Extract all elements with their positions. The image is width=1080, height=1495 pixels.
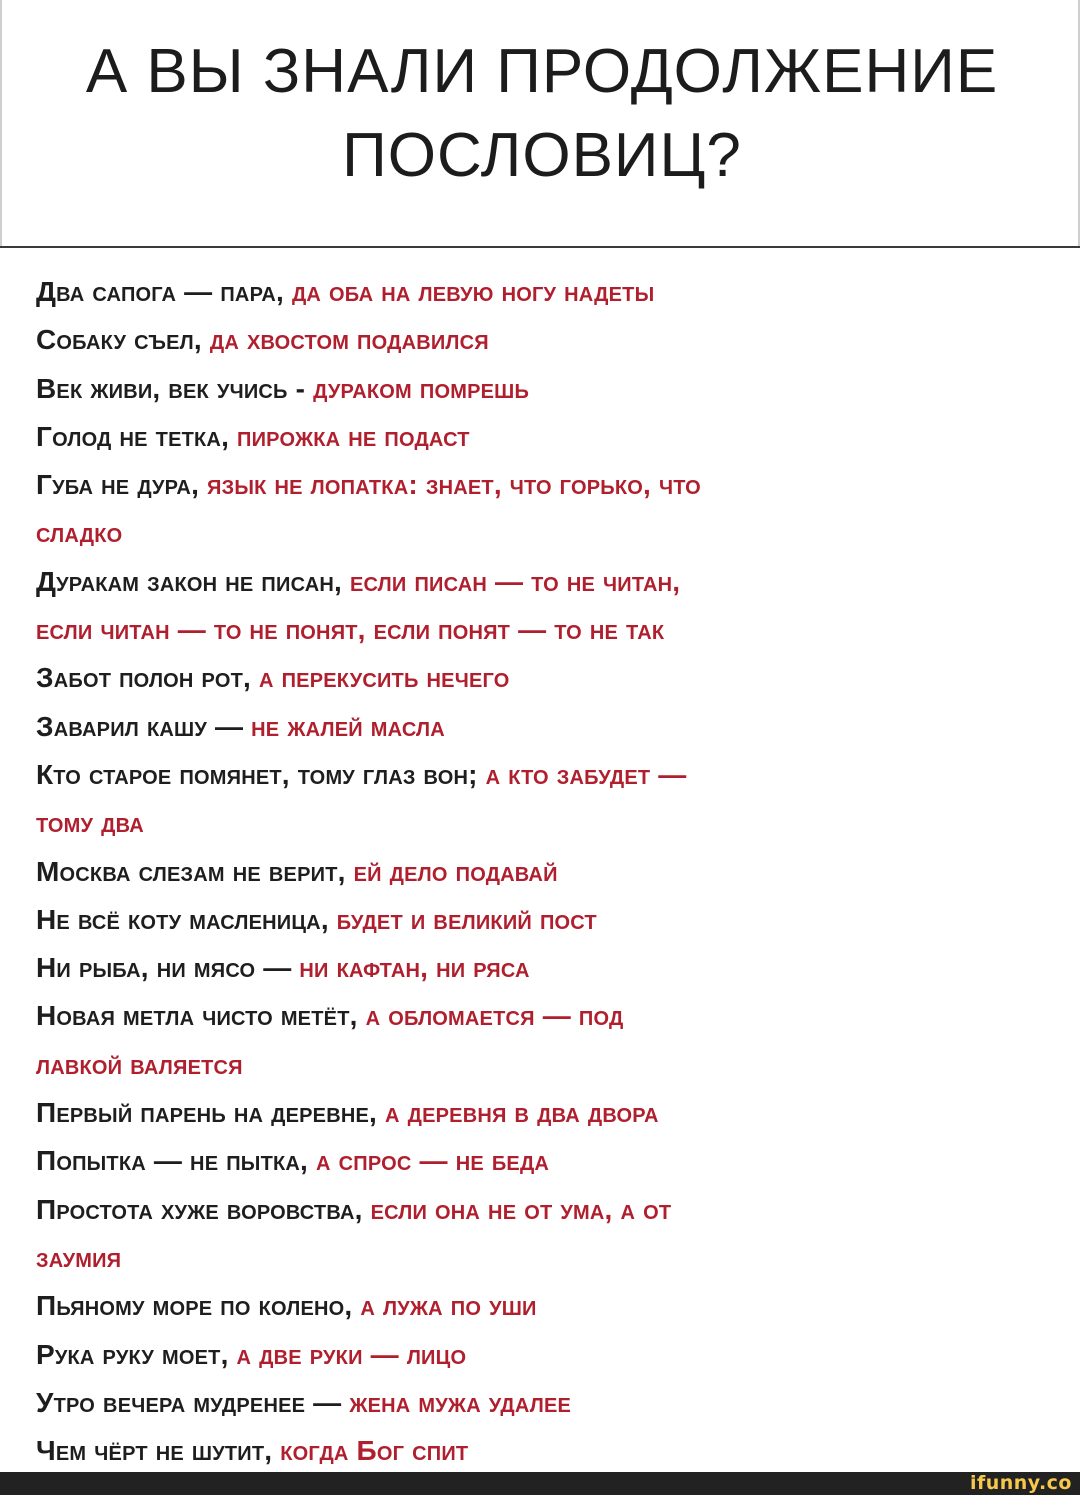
ifunny-watermark: ifunny.co bbox=[969, 1472, 1072, 1494]
proverb-beginning: Москва слезам не верит, bbox=[36, 855, 354, 887]
proverb-beginning: Простота хуже воровства, bbox=[36, 1193, 371, 1225]
proverb-line bbox=[36, 1282, 1046, 1330]
proverb-continuation: если писан — то не читан, bbox=[349, 565, 681, 597]
proverb-line bbox=[36, 896, 1046, 944]
proverb-beginning: Новая метла чисто метёт, bbox=[36, 1000, 366, 1032]
proverb-line bbox=[36, 1234, 1046, 1282]
proverb-beginning: Век живи, век учись - bbox=[36, 372, 314, 404]
proverb-line bbox=[36, 1089, 1046, 1137]
proverb-line bbox=[36, 1427, 1046, 1475]
proverb-beginning: Губа не дура, bbox=[36, 469, 208, 501]
proverb-continuation: а перекусить нечего bbox=[258, 662, 510, 694]
proverb-beginning: Голод не тетка, bbox=[36, 420, 238, 452]
proverb-beginning: Рука руку моет, bbox=[36, 1338, 237, 1370]
proverb-line bbox=[36, 461, 1046, 509]
proverb-line bbox=[36, 606, 1046, 654]
proverb-continuation: а лужа по уши bbox=[360, 1290, 537, 1322]
proverb-line bbox=[36, 654, 1046, 702]
proverb-continuation: ни кафтан, ни ряса bbox=[299, 952, 530, 984]
proverb-beginning: Ни рыба, ни мясо — bbox=[36, 952, 300, 984]
proverb-continuation: ей дело подавай bbox=[353, 855, 558, 887]
proverb-continuation: жена мужа удалее bbox=[349, 1386, 572, 1418]
proverb-beginning: Дуракам закон не писан, bbox=[36, 565, 350, 597]
proverb-continuation: язык не лопатка: знает, что горько, что bbox=[207, 469, 701, 501]
proverb-beginning: Забот полон рот, bbox=[36, 662, 259, 694]
proverb-continuation: а деревня в два двора bbox=[385, 1097, 659, 1129]
proverb-beginning: Первый парень на деревне, bbox=[36, 1097, 385, 1129]
proverb-beginning: Пьяному море по колено, bbox=[36, 1290, 361, 1322]
proverb-beginning: Заварил кашу — bbox=[36, 710, 252, 742]
proverb-continuation: да оба на левую ногу надеты bbox=[291, 276, 655, 307]
proverb-list bbox=[36, 268, 1046, 1475]
title-line-1: А ВЫ ЗНАЛИ ПРОДОЛЖЕНИЕ bbox=[85, 37, 999, 106]
proverb-line bbox=[36, 1041, 1046, 1089]
proverb-continuation: заумия bbox=[36, 1241, 122, 1273]
proverb-line bbox=[36, 1186, 1046, 1234]
proverb-beginning: Чем чёрт не шутит, bbox=[36, 1435, 281, 1467]
proverb-continuation: дураком помрешь bbox=[313, 372, 530, 404]
proverb-line bbox=[36, 992, 1046, 1040]
footer-bar bbox=[0, 1472, 1080, 1495]
proverb-continuation: не жалей масла bbox=[251, 710, 445, 742]
title-header bbox=[0, 0, 1080, 246]
proverb-continuation: если читан — то не понят, если понят — то не так bbox=[36, 614, 665, 646]
proverb-line bbox=[36, 1137, 1046, 1185]
proverb-beginning: Не всё коту масленица, bbox=[36, 903, 337, 935]
proverb-continuation: а кто забудет — bbox=[485, 758, 687, 790]
proverb-continuation: а обломается — под bbox=[365, 1000, 624, 1032]
proverb-line bbox=[36, 558, 1046, 606]
proverb-line bbox=[36, 316, 1046, 364]
proverb-line bbox=[36, 751, 1046, 799]
header-divider bbox=[0, 246, 1080, 248]
proverb-line bbox=[36, 944, 1046, 992]
proverb-continuation: лавкой валяется bbox=[36, 1048, 243, 1080]
proverb-continuation: а две руки — лицо bbox=[236, 1338, 467, 1370]
proverb-beginning: Два сапога — пара, bbox=[36, 276, 292, 307]
proverb-continuation: а спрос — не беда bbox=[316, 1145, 550, 1177]
title-line-2: ПОСЛОВИЦ? bbox=[342, 121, 742, 190]
proverb-line bbox=[36, 365, 1046, 413]
proverb-line bbox=[36, 848, 1046, 896]
proverb-line bbox=[36, 1379, 1046, 1427]
proverb-line bbox=[36, 1331, 1046, 1379]
proverb-line bbox=[36, 799, 1046, 847]
proverb-continuation: когда Бог спит bbox=[280, 1435, 469, 1467]
proverb-line bbox=[36, 268, 1046, 316]
proverb-beginning: Попытка — не пытка, bbox=[36, 1145, 317, 1177]
proverb-line bbox=[36, 413, 1046, 461]
proverb-continuation: будет и великий пост bbox=[336, 903, 597, 935]
proverb-continuation: да хвостом подавился bbox=[209, 324, 489, 356]
proverb-continuation: сладко bbox=[36, 517, 123, 549]
proverb-line bbox=[36, 703, 1046, 751]
proverb-beginning: Утро вечера мудренее — bbox=[36, 1386, 350, 1418]
proverb-line bbox=[36, 509, 1046, 557]
proverb-beginning: Собаку съел, bbox=[36, 324, 210, 356]
proverb-continuation: тому два bbox=[36, 807, 144, 839]
proverb-beginning: Кто старое помянет, тому глаз вон; bbox=[36, 758, 486, 790]
proverb-continuation: если она не от ума, а от bbox=[370, 1193, 672, 1225]
proverb-continuation: пирожка не подаст bbox=[237, 420, 470, 452]
page-title bbox=[2, 30, 1080, 198]
